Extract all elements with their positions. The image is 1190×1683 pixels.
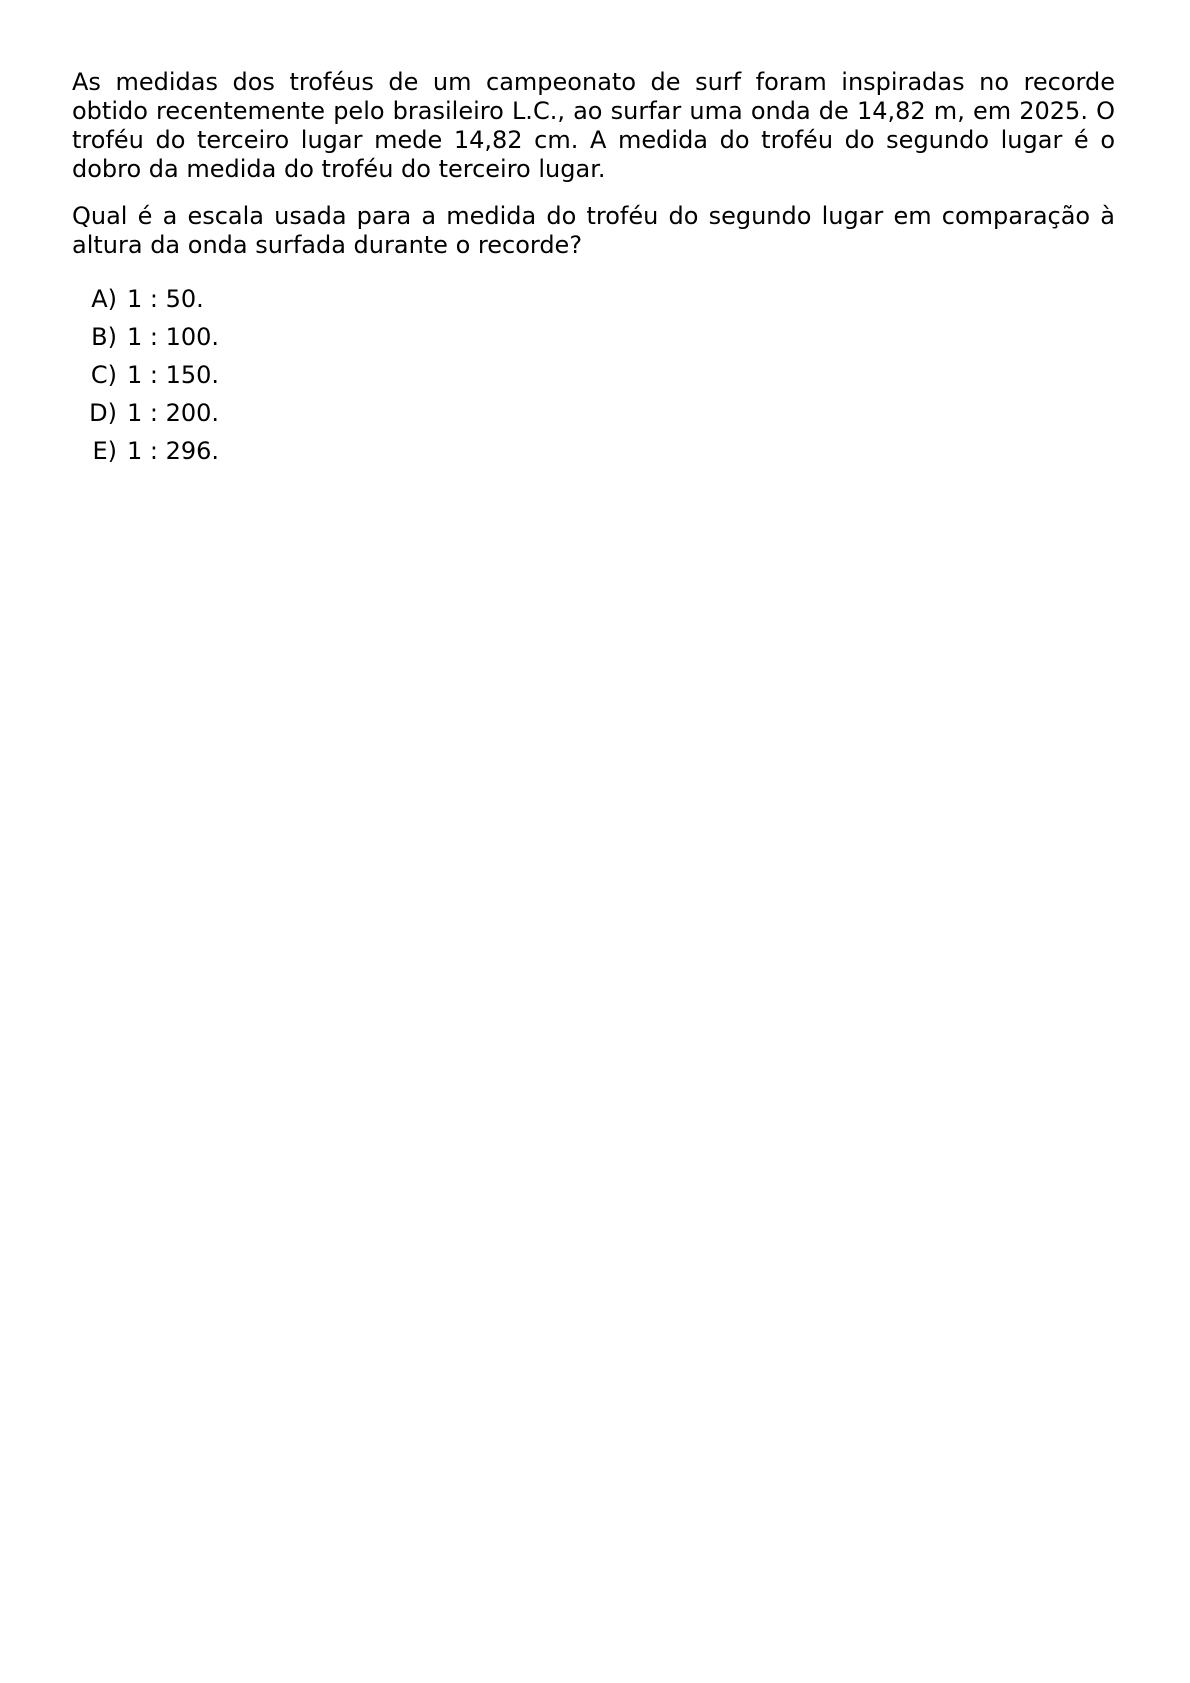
option-text: 1 : 100. xyxy=(127,323,220,351)
option-text: 1 : 50. xyxy=(127,285,204,313)
option-text: 1 : 296. xyxy=(127,437,220,465)
option-letter: C) xyxy=(90,361,117,389)
option-a xyxy=(72,285,1115,323)
option-b xyxy=(72,323,1115,361)
option-text: 1 : 150. xyxy=(127,361,220,389)
option-letter: A) xyxy=(91,285,117,313)
option-text: 1 : 200. xyxy=(127,399,220,427)
question-prompt: Qual é a escala usada para a medida do troféu do segundo lugar em comparação à altura da onda surfada durante o recorde? xyxy=(72,202,1115,259)
option-letter: D) xyxy=(89,399,117,427)
question-stem: As medidas dos troféus de um campeonato de surf foram inspiradas no recorde obtido recentemente pelo brasileiro L.C., ao surfar uma onda de 14,82 m, em 2025. O troféu do terceiro lugar mede 14,82 cm. A medida do troféu do segundo lugar é o dobro da medida do troféu do terceiro lugar. xyxy=(72,68,1115,183)
option-letter: E) xyxy=(92,437,117,465)
option-e xyxy=(72,437,1115,475)
option-c xyxy=(72,361,1115,399)
answer-options xyxy=(72,285,1115,475)
question-page xyxy=(72,68,1115,475)
option-letter: B) xyxy=(91,323,117,351)
option-d xyxy=(72,399,1115,437)
